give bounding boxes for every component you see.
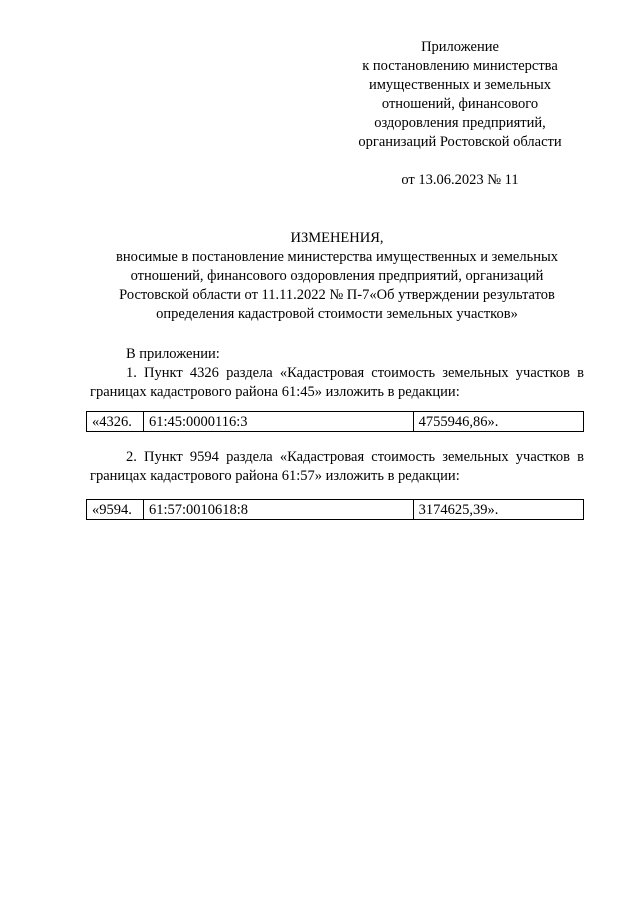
table-row bbox=[87, 500, 584, 520]
appendix-line: отношений, финансового bbox=[381, 96, 539, 112]
title-line: отношений, финансового оздоровления предприятий, организаций bbox=[130, 268, 544, 284]
intro-paragraph: В приложении: bbox=[126, 346, 220, 362]
appendix-line: Приложение bbox=[421, 39, 499, 55]
appendix-line: к постановлению министерства bbox=[362, 58, 558, 74]
body-intro-block bbox=[90, 345, 584, 402]
item1-paragraph: 1. Пункт 4326 раздела «Кадастровая стоимость земельных участков в границах кадастрового района 61:45» изложить в редакции: bbox=[90, 365, 584, 400]
appendix-line: организаций Ростовской области bbox=[358, 134, 562, 150]
body-item2-block bbox=[90, 448, 584, 486]
table-cell-value: 3174625,39». bbox=[413, 500, 583, 520]
title-line: вносимые в постановление министерства имущественных и земельных bbox=[116, 249, 558, 265]
title-line: Ростовской области от 11.11.2022 № П-7«Об утверждении результатов bbox=[119, 287, 555, 303]
title-line: определения кадастровой стоимости земельных участков» bbox=[156, 306, 518, 322]
amendment-table-2 bbox=[86, 499, 584, 520]
appendix-line: имущественных и земельных bbox=[368, 77, 551, 93]
title-heading: ИЗМЕНЕНИЯ, bbox=[290, 230, 384, 246]
appendix-line: оздоровления предприятий, bbox=[374, 115, 546, 131]
appendix-header bbox=[330, 38, 590, 190]
amendment-table-1 bbox=[86, 411, 584, 432]
item2-paragraph: 2. Пункт 9594 раздела «Кадастровая стоимость земельных участков в границах кадастрового района 61:57» изложить в редакции: bbox=[90, 449, 584, 484]
document-title bbox=[90, 229, 584, 324]
table-cell-value: 4755946,86». bbox=[413, 412, 583, 432]
table-cell-cadastral: 61:45:0000116:3 bbox=[143, 412, 413, 432]
appendix-date: от 13.06.2023 № 11 bbox=[401, 172, 519, 188]
table-cell-cadastral: 61:57:0010618:8 bbox=[143, 500, 413, 520]
table-cell-number: «9594. bbox=[87, 500, 144, 520]
table-row bbox=[87, 412, 584, 432]
table-cell-number: «4326. bbox=[87, 412, 144, 432]
